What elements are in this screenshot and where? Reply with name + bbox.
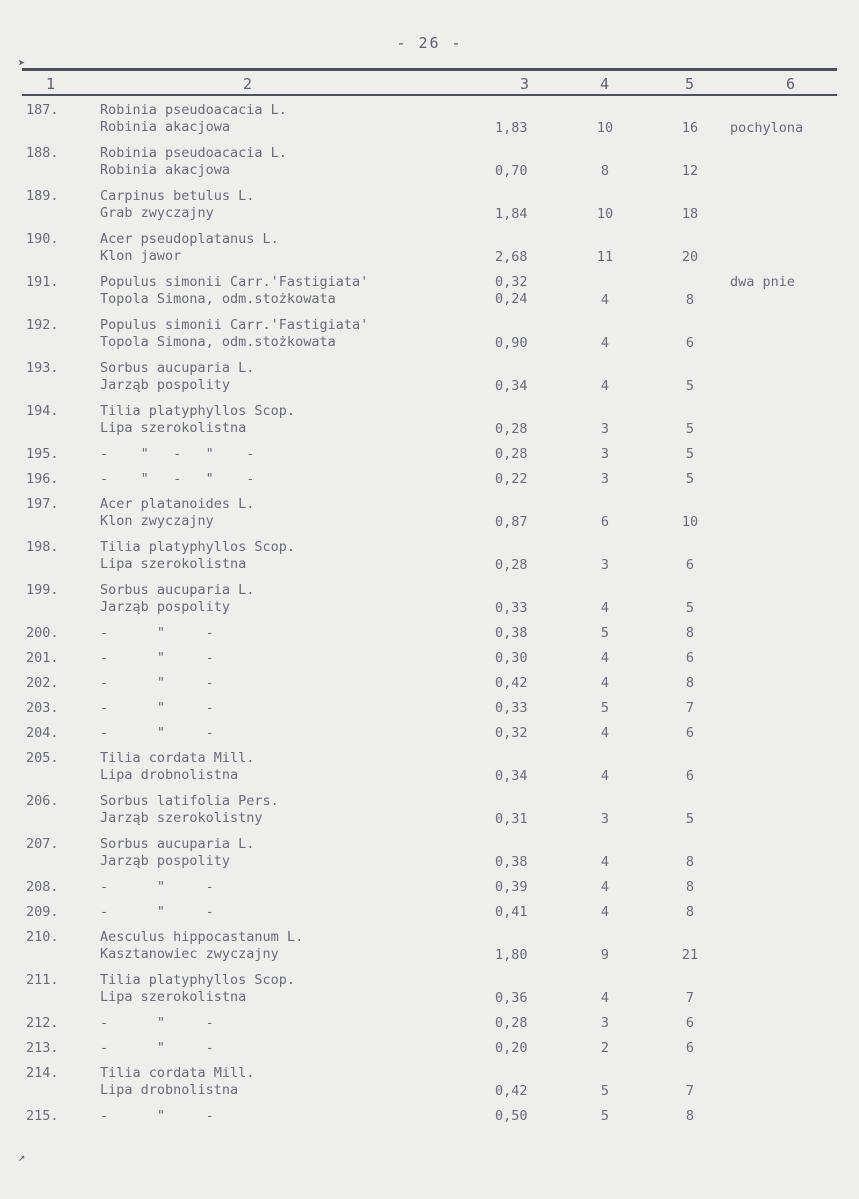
table-row [0,748,859,791]
measure-col3: 0,32 0,24 [495,274,528,307]
measure-col3: 1,80 [495,947,528,963]
measure-col4: 10 [596,206,614,222]
table-row [0,723,859,748]
table-row [0,791,859,834]
table-top-rule [22,68,837,71]
measure-col5: 7 [685,700,695,716]
measure-col3: 0,30 [495,650,528,666]
measure-col5: 7 [685,990,695,1006]
measure-col5: 18 [681,206,699,222]
species-name: Acer platanoides L. Klon zwyczajny [100,496,255,529]
table-row [0,580,859,623]
measure-col5: 5 [685,811,695,827]
measure-col3: 1,84 [495,206,528,222]
table-row [0,1063,859,1106]
measure-col3: 0,90 [495,335,528,351]
measure-col4: 4 [600,600,610,616]
measure-col4: 3 [600,421,610,437]
species-name: Tilia platyphyllos Scop. Lipa szerokolistna [100,539,296,572]
row-number: 203. [26,700,59,716]
species-name: Populus simonii Carr.'Fastigiata' Topola Simona, odm.stożkowata [100,317,369,350]
row-number: 200. [26,625,59,641]
measure-col3: 0,28 [495,557,528,573]
table-row [0,272,859,315]
measure-col4: 4 [600,335,610,351]
row-number: 188. [26,145,59,161]
species-name: Sorbus latifolia Pers. Jarząb szerokolistny [100,793,279,826]
row-number: 205. [26,750,59,766]
measure-col5: 6 [685,725,695,741]
measure-col4: 4 [600,650,610,666]
measure-col5: 12 [681,163,699,179]
measure-col5: 8 [685,625,695,641]
measure-col4: 4 [600,292,610,308]
measure-col4: 4 [600,904,610,920]
arrow-mark-icon: ↗ [18,1150,26,1164]
table-row [0,698,859,723]
species-name: - " - [100,904,214,920]
species-name: Aesculus hippocastanum L. Kasztanowiec zwyczajny [100,929,304,962]
measure-col4: 2 [600,1040,610,1056]
row-number: 206. [26,793,59,809]
measure-col5: 10 [681,514,699,530]
table-row [0,229,859,272]
table-row [0,494,859,537]
measure-col4: 4 [600,725,610,741]
measure-col3: 0,28 [495,1015,528,1031]
remark: pochylona [730,120,804,136]
species-name: - " - [100,650,214,666]
measure-col5: 6 [685,1040,695,1056]
measure-col3: 0,33 [495,700,528,716]
row-number: 209. [26,904,59,920]
measure-col5: 6 [685,650,695,666]
species-name: Tilia platyphyllos Scop. Lipa szerokolistna [100,403,296,436]
row-number: 207. [26,836,59,852]
table-header-rule [22,94,837,96]
row-number: 202. [26,675,59,691]
measure-col3: 0,33 [495,600,528,616]
measure-col3: 0,87 [495,514,528,530]
measure-col3: 0,32 [495,725,528,741]
measure-col5: 20 [681,249,699,265]
species-name: - " - " - [100,446,255,462]
column-header-4: 4 [600,75,610,93]
measure-col4: 3 [600,1015,610,1031]
species-name: Robinia pseudoacacia L. Robinia akacjowa [100,102,287,135]
row-number: 195. [26,446,59,462]
species-name: Tilia platyphyllos Scop. Lipa szerokolistna [100,972,296,1005]
table-row [0,673,859,698]
row-number: 201. [26,650,59,666]
measure-col4: 9 [600,947,610,963]
column-header-5: 5 [685,75,695,93]
species-name: - " - [100,1015,214,1031]
table-row [0,834,859,877]
measure-col5: 21 [681,947,699,963]
species-name: Sorbus aucuparia L. Jarząb pospolity [100,836,255,869]
species-name: Robinia pseudoacacia L. Robinia akacjowa [100,145,287,178]
measure-col3: 0,41 [495,904,528,920]
species-name: Populus simonii Carr.'Fastigiata' Topola Simona, odm.stożkowata [100,274,369,307]
table-row [0,444,859,469]
measure-col3: 0,42 [495,1083,528,1099]
measure-col5: 5 [685,471,695,487]
table-row [0,315,859,358]
species-name: Acer pseudoplatanus L. Klon jawor [100,231,279,264]
measure-col5: 6 [685,557,695,573]
row-number: 213. [26,1040,59,1056]
table-row [0,100,859,143]
table-row [0,877,859,902]
measure-col5: 6 [685,1015,695,1031]
row-number: 214. [26,1065,59,1081]
table-row [0,970,859,1013]
measure-col4: 8 [600,163,610,179]
measure-col3: 0,34 [495,768,528,784]
measure-col3: 0,28 [495,421,528,437]
row-number: 187. [26,102,59,118]
measure-col3: 0,70 [495,163,528,179]
measure-col5: 8 [685,292,695,308]
row-number: 196. [26,471,59,487]
measure-col5: 8 [685,675,695,691]
row-number: 199. [26,582,59,598]
table-row [0,902,859,927]
table-row [0,537,859,580]
measure-col5: 16 [681,120,699,136]
row-number: 212. [26,1015,59,1031]
measure-col4: 4 [600,675,610,691]
measure-col3: 0,42 [495,675,528,691]
table-body [0,100,859,1131]
species-name: - " - [100,1108,214,1124]
row-number: 198. [26,539,59,555]
measure-col3: 1,83 [495,120,528,136]
table-row [0,358,859,401]
measure-col5: 5 [685,421,695,437]
table-row [0,623,859,648]
measure-col4: 5 [600,1108,610,1124]
page-number: - 26 - [396,34,463,52]
measure-col5: 7 [685,1083,695,1099]
measure-col5: 8 [685,879,695,895]
measure-col5: 5 [685,600,695,616]
column-header-2: 2 [243,75,253,93]
measure-col3: 0,34 [495,378,528,394]
remark: dwa pnie [730,274,796,290]
measure-col4: 4 [600,768,610,784]
species-name: Carpinus betulus L. Grab zwyczajny [100,188,255,221]
species-name: - " - [100,725,214,741]
measure-col4: 5 [600,625,610,641]
measure-col3: 0,31 [495,811,528,827]
measure-col4: 4 [600,879,610,895]
species-name: - " - [100,700,214,716]
row-number: 189. [26,188,59,204]
measure-col3: 0,50 [495,1108,528,1124]
table-row [0,1038,859,1063]
measure-col3: 0,28 [495,446,528,462]
measure-col4: 4 [600,378,610,394]
column-header-1: 1 [46,75,56,93]
column-header-6: 6 [786,75,796,93]
row-number: 194. [26,403,59,419]
species-name: Tilia cordata Mill. Lipa drobnolistna [100,750,255,783]
measure-col4: 6 [600,514,610,530]
table-row [0,927,859,970]
row-number: 215. [26,1108,59,1124]
species-name: - " - [100,625,214,641]
measure-col5: 6 [685,335,695,351]
row-number: 210. [26,929,59,945]
table-row [0,1013,859,1038]
species-name: - " - " - [100,471,255,487]
table-row [0,186,859,229]
species-name: Sorbus aucuparia L. Jarząb pospolity [100,360,255,393]
table-row [0,648,859,673]
measure-col3: 0,39 [495,879,528,895]
species-name: Tilia cordata Mill. Lipa drobnolistna [100,1065,255,1098]
row-number: 211. [26,972,59,988]
species-name: Sorbus aucuparia L. Jarząb pospolity [100,582,255,615]
measure-col4: 4 [600,854,610,870]
measure-col5: 8 [685,1108,695,1124]
measure-col3: 0,20 [495,1040,528,1056]
measure-col4: 3 [600,471,610,487]
measure-col4: 5 [600,1083,610,1099]
measure-col5: 6 [685,768,695,784]
measure-col4: 11 [596,249,614,265]
measure-col5: 8 [685,854,695,870]
measure-col4: 5 [600,700,610,716]
measure-col4: 3 [600,446,610,462]
row-number: 193. [26,360,59,376]
row-number: 190. [26,231,59,247]
species-name: - " - [100,675,214,691]
row-number: 197. [26,496,59,512]
row-number: 191. [26,274,59,290]
measure-col3: 0,36 [495,990,528,1006]
measure-col3: 0,38 [495,625,528,641]
arrow-mark-icon: ➤ [18,56,26,70]
measure-col4: 3 [600,811,610,827]
measure-col4: 3 [600,557,610,573]
species-name: - " - [100,879,214,895]
measure-col4: 10 [596,120,614,136]
measure-col3: 2,68 [495,249,528,265]
measure-col5: 5 [685,446,695,462]
table-row [0,143,859,186]
measure-col3: 0,38 [495,854,528,870]
measure-col5: 5 [685,378,695,394]
species-name: - " - [100,1040,214,1056]
table-row [0,469,859,494]
measure-col4: 4 [600,990,610,1006]
table-row [0,401,859,444]
table-row [0,1106,859,1131]
measure-col5: 8 [685,904,695,920]
row-number: 204. [26,725,59,741]
column-header-3: 3 [520,75,530,93]
row-number: 208. [26,879,59,895]
row-number: 192. [26,317,59,333]
measure-col3: 0,22 [495,471,528,487]
